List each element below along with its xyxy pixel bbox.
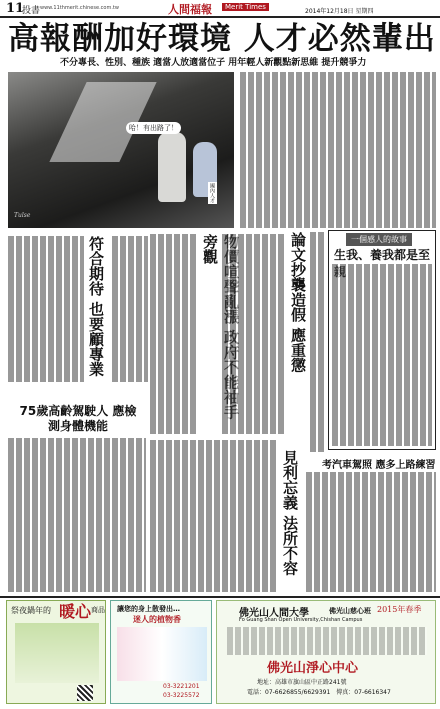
story-banner: 一個感人的故事 <box>346 233 412 246</box>
ad-subtitle: 商品 <box>91 606 105 614</box>
product-image <box>15 623 99 683</box>
issue-date: 2014年12月18日 星期四 <box>305 8 374 15</box>
course-list <box>227 627 427 655</box>
ad-phone: 03-3225572 <box>163 692 200 699</box>
ad-address: 地址：高雄市旗山區中正路241號 <box>257 679 347 686</box>
speech-bubble: 哈！有出路了！ <box>126 122 181 134</box>
ad-contact: 電話：07-6626855/6629391 傳真：07-6616347 <box>247 689 391 696</box>
qr-code <box>77 685 93 701</box>
photo-tag: 國內人才 <box>209 183 215 203</box>
ad-tagline: 讓您的身上散發出… <box>117 605 180 613</box>
article-body <box>8 438 146 592</box>
main-subhead: 不分專長、性別、種族 適當人放適當位子 用年輕人新觀點新思維 提升競爭力 <box>60 58 367 68</box>
body-text-block <box>240 72 436 228</box>
article-title: 生我、養我都是至 <box>334 248 431 262</box>
ad-campus: 佛光山慈心班 <box>329 606 371 615</box>
masthead-logo: 人間福報 <box>168 3 212 16</box>
article-title: 考汽車駕照 應多上路練習 <box>322 460 436 471</box>
ad-year: 2015年春季 <box>377 605 422 614</box>
article-title: 論文抄襲造假 應重懲 <box>289 232 307 373</box>
site-url: www.11thmerit.chinese.com.tw <box>40 5 119 11</box>
ad-title: 暖心 <box>59 602 92 621</box>
ad-tagline: 祭夜鍋年的 <box>11 606 51 615</box>
artist-signature: Tulse <box>14 212 31 219</box>
ad-warm-goods <box>6 600 106 704</box>
article-body <box>310 232 326 452</box>
page-number: 11 <box>6 1 25 16</box>
article-body <box>150 234 198 434</box>
section-label: 投書 <box>22 6 41 16</box>
ad-title-en: Fo Guang Shan Open University,Chishan Campus <box>239 617 363 623</box>
ad-slogan: 迷人的植物香 <box>133 615 181 624</box>
ad-phone: 03-3221201 <box>163 683 200 690</box>
ad-university <box>216 600 436 704</box>
article-body <box>150 440 276 592</box>
figure-astronaut <box>158 132 186 202</box>
illustration-photo <box>8 72 234 228</box>
article-title: 75歲高齡駕駛人 應檢測身體機能 <box>19 404 137 433</box>
ad-plant-fragrance <box>110 600 212 704</box>
article-body <box>332 264 432 446</box>
article-title: 符合期待 也要顧專業 <box>87 236 105 377</box>
article-body <box>222 234 286 434</box>
main-headline: 高報酬加好環境 人才必然輩出 <box>8 21 436 57</box>
ad-center: 佛光山淨心中心 <box>267 661 359 676</box>
product-image <box>117 627 207 681</box>
masthead-en: Merit Times <box>222 3 269 11</box>
article-body <box>8 236 84 382</box>
article-body <box>112 236 148 382</box>
article-title: 旁觀 <box>201 234 219 264</box>
article-body <box>306 472 436 592</box>
article-title: 見利忘義 法所不容 <box>281 450 299 576</box>
ad-title: 佛光山人間大學 <box>239 608 309 619</box>
